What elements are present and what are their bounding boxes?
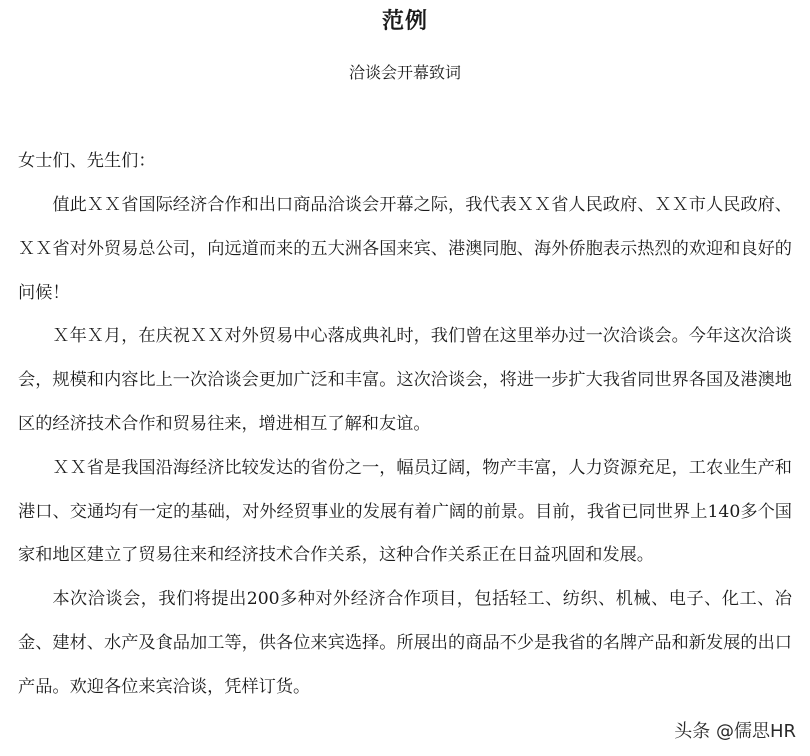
- watermark: 头条 @儒思HR: [674, 721, 796, 742]
- paragraph-history: Ｘ年Ｘ月，在庆祝ＸＸ对外贸易中心落成典礼时，我们曾在这里举办过一次洽谈会。今年这次洽谈会，规模和内容比上一次洽谈会更加广泛和丰富。这次洽谈会，将进一步扩大我省同世界各国及港澳地区的经济技术合作和贸易往来，增进相互了解和友谊。: [18, 326, 792, 434]
- speech-title: 洽谈会开幕致词: [348, 63, 461, 82]
- paragraph-welcome: 值此ＸＸ省国际经济合作和出口商品洽谈会开幕之际，我代表ＸＸ省人民政府、ＸＸ市人民政府、ＸＸ省对外贸易总公司，向远道而来的五大洲各国来宾、港澳同胞、海外侨胞表示热烈的欢迎和良好的问候！: [18, 195, 792, 303]
- paragraph-projects: 本次洽谈会，我们将提出200多种对外经济合作项目，包括轻工、纺织、机械、电子、化工、冶金、建材、水产及食品加工等，供各位来宾选择。所展出的商品不少是我省的名牌产品和新发展的出口产品。欢迎各位来宾洽谈，凭样订货。: [18, 589, 792, 697]
- page-title: 范例: [381, 8, 428, 34]
- paragraph-province-overview: ＸＸ省是我国沿海经济比较发达的省份之一，幅员辽阔，物产丰富，人力资源充足，工农业生产和港口、交通均有一定的基础，对外经贸事业的发展有着广阔的前景。目前，我省已同世界上140多个国家和地区建立了贸易往来和经济技术合作关系，这种合作关系正在日益巩固和发展。: [18, 457, 792, 566]
- salutation: 女士们、先生们：: [18, 151, 156, 171]
- speech-body: [18, 184, 792, 710]
